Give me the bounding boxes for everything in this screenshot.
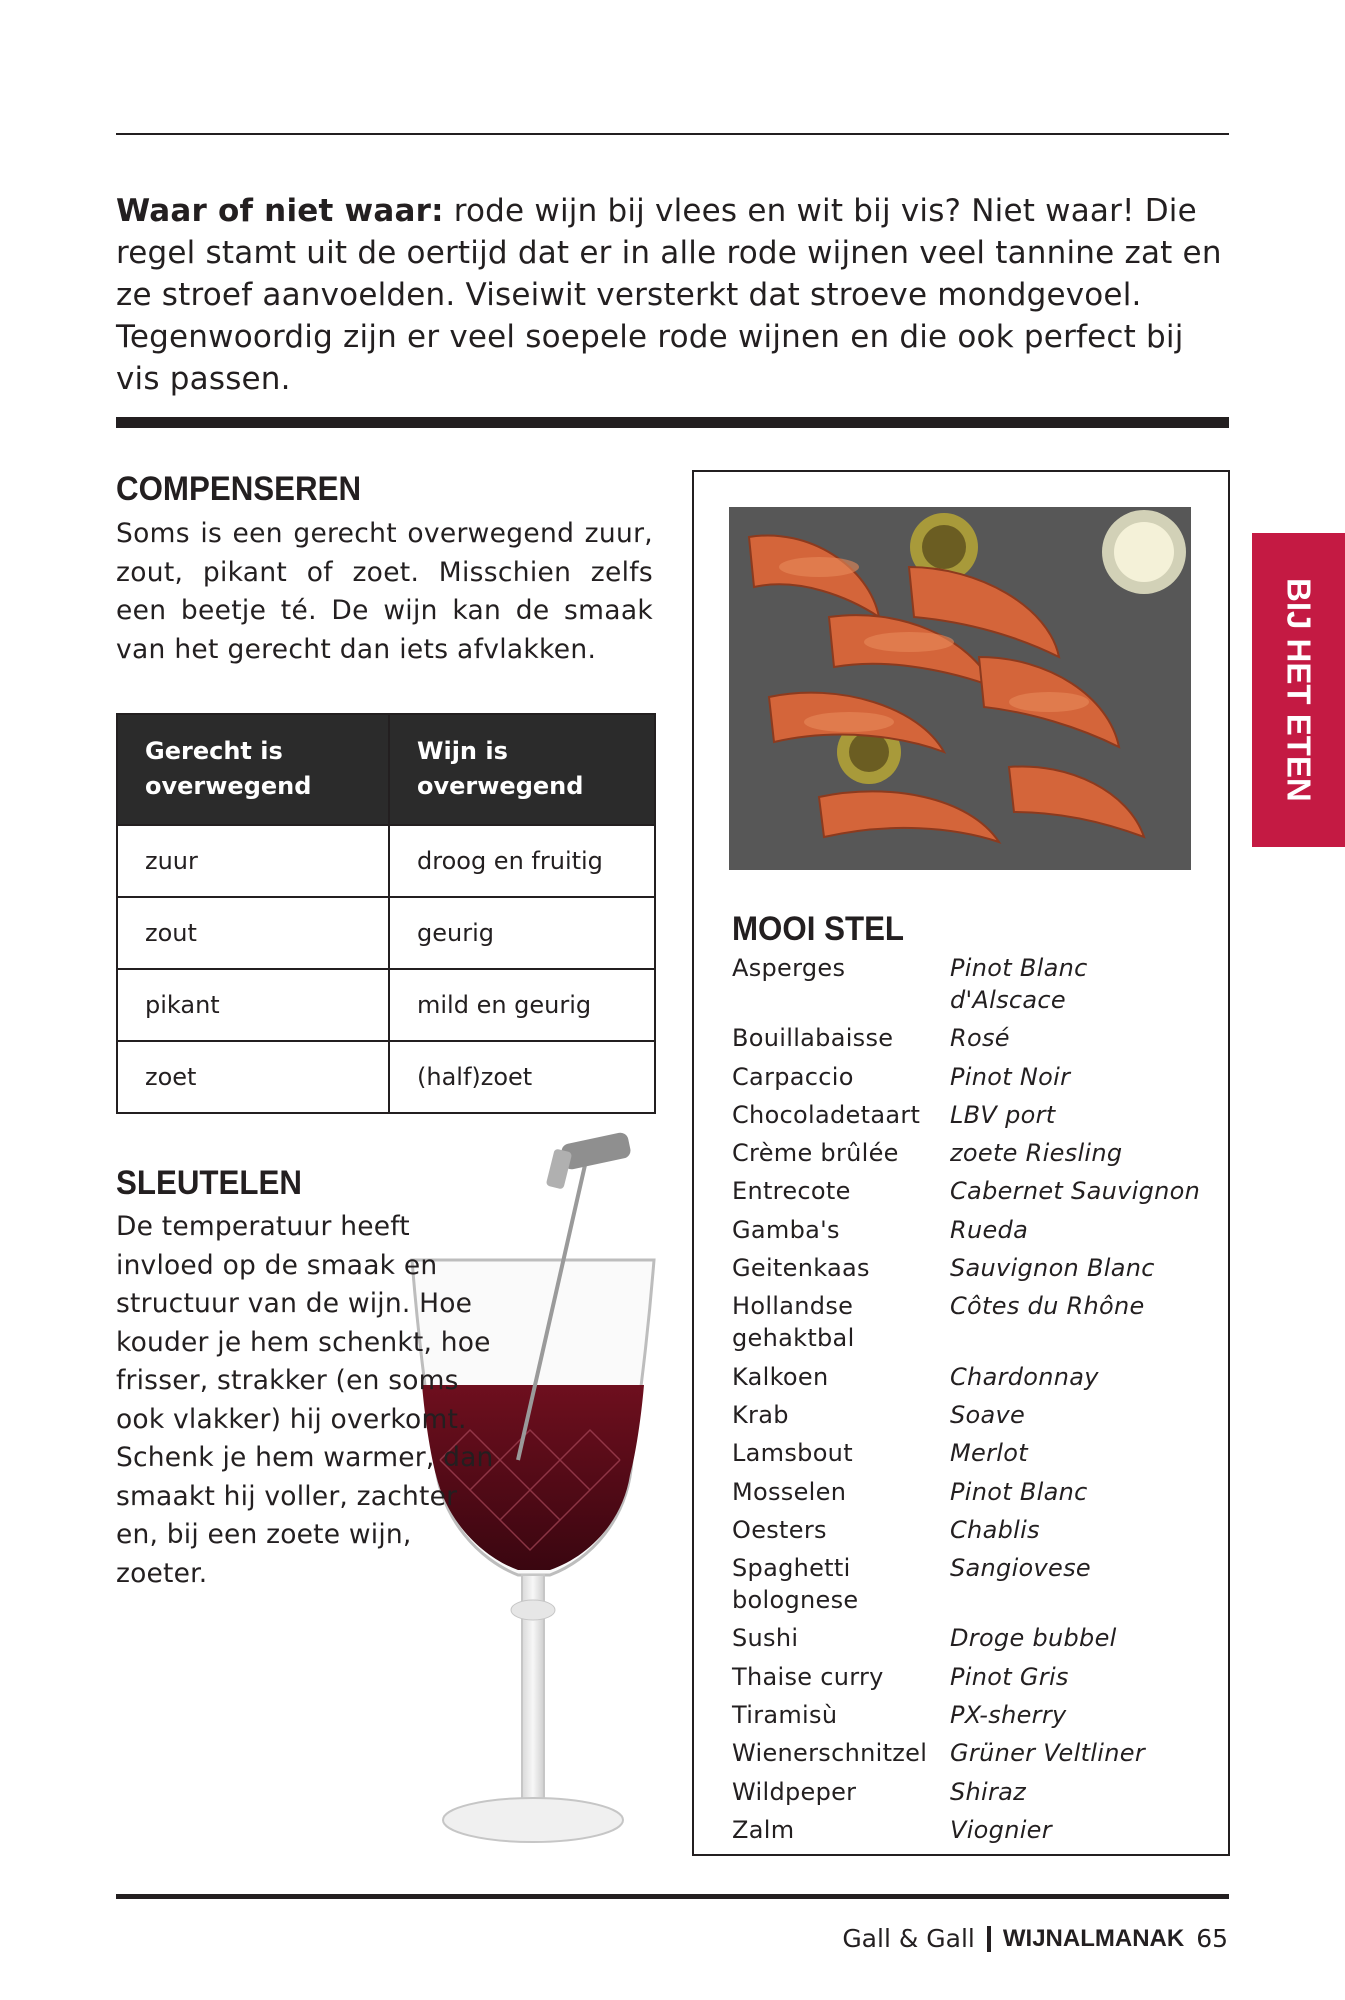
compensate-table <box>116 713 656 1114</box>
list-item <box>732 1737 1202 1769</box>
mooi-stel-heading: MOOI STEL <box>732 910 905 948</box>
list-item <box>732 1661 1202 1693</box>
dish-name: Lamsbout <box>732 1439 853 1468</box>
table-cell-dish: zuur <box>117 825 389 897</box>
list-item <box>732 1175 1202 1207</box>
table-cell-wine: mild en geurig <box>389 969 655 1041</box>
section-tab-label-wrap <box>1252 533 1345 847</box>
list-item <box>732 1252 1202 1284</box>
list-item <box>732 1099 1202 1131</box>
wine-name: Pinot Noir <box>950 1062 1071 1091</box>
wine-name: Shiraz <box>950 1777 1027 1806</box>
dish-name: Entrecote <box>732 1177 851 1206</box>
list-item <box>732 1776 1202 1808</box>
shrimp-photo <box>729 507 1191 870</box>
intro-paragraph <box>116 190 1229 400</box>
section-tab-label: BIJ HET ETEN <box>1280 578 1318 802</box>
table-cell-dish: zout <box>117 897 389 969</box>
wine-name: Chablis <box>950 1515 1040 1544</box>
sleutelen-heading: SLEUTELEN <box>116 1164 302 1202</box>
list-item <box>732 1137 1202 1169</box>
compenseren-text: Soms is een gerecht overwegend zuur, zout, pikant of zoet. Misschien zelfs een beetje té. De wijn kan de smaak van het gerecht dan iets afvlakken. <box>116 518 653 665</box>
dish-name: Krab <box>732 1400 789 1429</box>
table-header-dish: Gerecht is overwegend <box>117 714 389 825</box>
dish-name: Thaise curry <box>732 1662 884 1691</box>
table-cell-wine: (half)zoet <box>389 1041 655 1113</box>
wine-name: zoete Riesling <box>950 1139 1123 1168</box>
dish-name: Carpaccio <box>732 1062 854 1091</box>
dish-name: Crème brûlée <box>732 1139 899 1168</box>
dish-name: Kalkoen <box>732 1362 829 1391</box>
list-item <box>732 1514 1202 1546</box>
dish-name: Wienerschnitzel <box>732 1739 928 1768</box>
list-item <box>732 1022 1202 1054</box>
wine-name: Pinot Blanc <box>950 1477 1088 1506</box>
wine-name: Sauvignon Blanc <box>950 1254 1155 1283</box>
footer-separator <box>987 1926 991 1952</box>
dish-name: Hollandse gehaktbal <box>732 1292 855 1353</box>
table-cell-wine: droog en fruitig <box>389 825 655 897</box>
table-header-row <box>117 714 655 825</box>
compenseren-heading: COMPENSEREN <box>116 470 362 508</box>
list-item <box>732 1214 1202 1246</box>
table-cell-dish: pikant <box>117 969 389 1041</box>
dish-name: Mosselen <box>732 1477 847 1506</box>
list-item <box>732 1437 1202 1469</box>
dish-name: Geitenkaas <box>732 1254 870 1283</box>
wine-name: PX-sherry <box>950 1701 1067 1730</box>
list-item <box>732 1814 1202 1846</box>
wine-name: Rueda <box>950 1215 1029 1244</box>
dish-name: Asperges <box>732 954 846 982</box>
intro-text: rode wijn bij vlees en wit bij vis? Niet waar! Die regel stamt uit de oertijd dat er in alle rode wijnen veel tannine zat en ze stroef aanvoelden. Viseiwit versterkt dat stroeve mondgevoel. Tegenwoordig zijn er veel soepele rode wijnen en die ook perfect bij vis passen. <box>116 193 1222 397</box>
bottom-rule <box>116 1894 1229 1899</box>
dish-name: Tiramisù <box>732 1701 838 1730</box>
wine-name: Merlot <box>950 1439 1028 1468</box>
table-row <box>117 1041 655 1113</box>
wine-name: Côtes du Rhône <box>950 1292 1145 1321</box>
wine-name: Pinot Blanc d'Alscace <box>950 954 1088 1014</box>
section-rule <box>116 417 1229 428</box>
dish-name: Gamba's <box>732 1215 840 1244</box>
wine-name: Sangiovese <box>950 1554 1091 1583</box>
dish-name: Bouillabaisse <box>732 1024 894 1053</box>
wine-name: Droge bubbel <box>950 1624 1117 1653</box>
list-item <box>732 1290 1202 1354</box>
table-cell-dish: zoet <box>117 1041 389 1113</box>
table-row <box>117 825 655 897</box>
footer-publisher: Gall & Gall <box>842 1924 975 1953</box>
list-item <box>732 1061 1202 1093</box>
list-item <box>732 1622 1202 1654</box>
dish-name: Zalm <box>732 1815 795 1844</box>
sleutelen-text: De temperatuur heeft invloed op de smaak en structuur van de wijn. Hoe kouder je hem schenkt, hoe frisser, strakker (en soms ook vlakker) hij overkomt. Schenk je hem warmer, dan smaakt hij voller, zachter en, bij een zoete wijn, zoeter. <box>116 1211 494 1589</box>
wine-name: Chardonnay <box>950 1362 1099 1391</box>
dish-name: Chocoladetaart <box>732 1100 921 1129</box>
list-item <box>732 1476 1202 1508</box>
table-row <box>117 969 655 1041</box>
table-header-wine: Wijn is overwegend <box>389 714 655 825</box>
list-item <box>732 1361 1202 1393</box>
footer-brand: WIJNALMANAK <box>1002 1924 1185 1952</box>
page-footer <box>842 1924 1228 1953</box>
intro-bold: Waar of niet waar: <box>116 193 444 229</box>
dish-name: Spaghetti bolognese <box>732 1554 859 1615</box>
table-cell-wine: geurig <box>389 897 655 969</box>
list-item <box>732 1552 1202 1616</box>
top-rule <box>116 133 1229 135</box>
wine-name: Cabernet Sauvignon <box>950 1177 1201 1206</box>
wine-name: Rosé <box>950 1024 1010 1053</box>
dish-name: Sushi <box>732 1624 799 1653</box>
wine-name: Viognier <box>950 1815 1052 1844</box>
page-number: 65 <box>1196 1924 1228 1953</box>
dish-name: Wildpeper <box>732 1777 857 1806</box>
wine-name: Grüner Veltliner <box>950 1739 1145 1768</box>
table-row <box>117 897 655 969</box>
pairing-list <box>732 952 1202 1852</box>
dish-name: Oesters <box>732 1515 827 1544</box>
wine-name: Pinot Gris <box>950 1662 1069 1691</box>
list-item <box>732 952 1202 1016</box>
wine-name: Soave <box>950 1400 1026 1429</box>
list-item <box>732 1699 1202 1731</box>
wine-name: LBV port <box>950 1100 1056 1129</box>
list-item <box>732 1399 1202 1431</box>
